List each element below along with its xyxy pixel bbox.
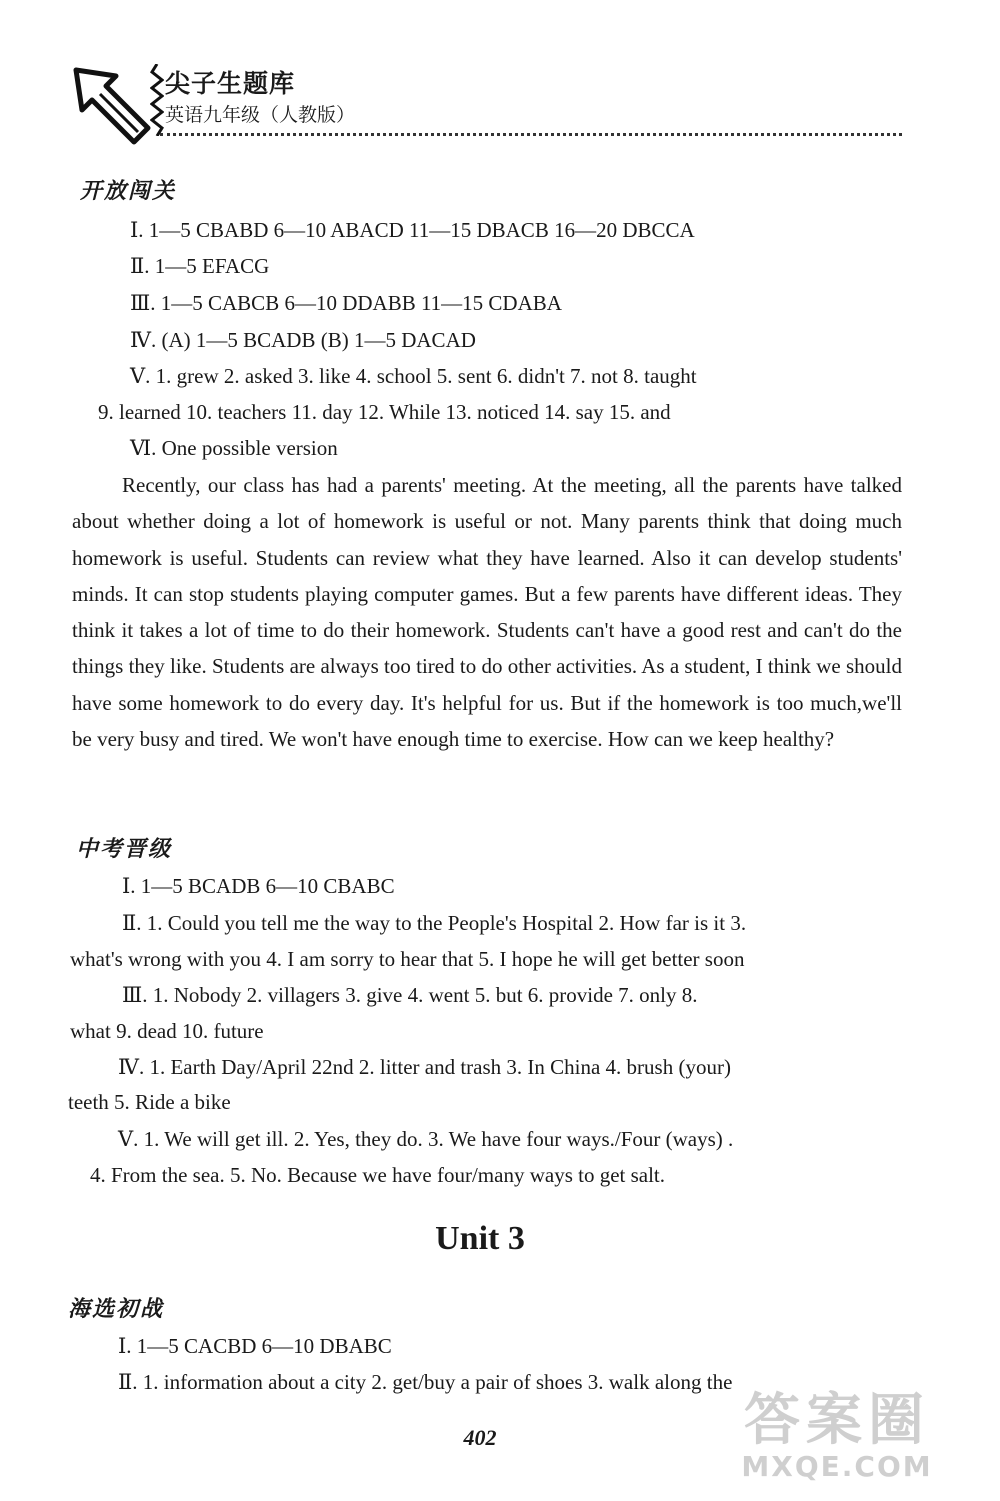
answer-line: teeth 5. Ride a bike [68, 1090, 231, 1114]
book-subtitle: 英语九年级（人教版） [165, 104, 356, 126]
answer-line: Ⅰ. 1—5 BCADB 6—10 CBABC [122, 874, 395, 898]
book-title: 尖子生题库 [165, 69, 296, 98]
section-title-exam-level: 中考晋级 [76, 837, 173, 862]
answer-line: Ⅳ. (A) 1—5 BCADB (B) 1—5 DACAD [130, 328, 476, 352]
answer-line: Ⅲ. 1—5 CABCB 6—10 DDABB 11—15 CDABA [130, 291, 562, 315]
answer-line: 4. From the sea. 5. No. Because we have four/many ways to get salt. [90, 1163, 666, 1187]
watermark-cn: 答案圈 [744, 1388, 930, 1453]
answer-line: Ⅴ. 1. We will get ill. 2. Yes, they do. 3. We have four ways./Four (ways) . [118, 1127, 734, 1151]
header-divider [160, 133, 902, 136]
answer-line: Ⅱ. 1. information about a city 2. get/buy a pair of shoes 3. walk along the [118, 1370, 733, 1394]
decorative-zigzag [150, 64, 164, 136]
page-number: 402 [463, 1425, 497, 1450]
answer-line: Ⅲ. 1. Nobody 2. villagers 3. give 4. went 5. but 6. provide 7. only 8. [122, 983, 698, 1007]
answer-line: Ⅳ. 1. Earth Day/April 22nd 2. litter and trash 3. In China 4. brush (your) [118, 1055, 731, 1079]
answer-line: Ⅴ. 1. grew 2. asked 3. like 4. school 5. sent 6. didn't 7. not 8. taught [130, 364, 697, 388]
watermark-en: MXQE.COM [741, 1450, 933, 1483]
answer-line: Ⅱ. 1. Could you tell me the way to the People's Hospital 2. How far is it 3. [122, 911, 747, 935]
answer-line: 9. learned 10. teachers 11. day 12. While 13. noticed 14. say 15. and [98, 400, 671, 424]
unit-heading: Unit 3 [435, 1220, 525, 1257]
answer-line: Ⅱ. 1—5 EFACG [130, 254, 270, 278]
section-title-open-challenge: 开放闯关 [80, 179, 177, 204]
answer-line: what's wrong with you 4. I am sorry to hear that 5. I hope he will get better soon [70, 947, 745, 971]
answer-line: Ⅰ. 1—5 CACBD 6—10 DBABC [118, 1334, 392, 1358]
answer-line: what 9. dead 10. future [70, 1019, 264, 1043]
section-title-first-round: 海选初战 [68, 1297, 165, 1322]
answer-line: Ⅵ. One possible version [130, 436, 338, 460]
arrow-logo-icon [72, 66, 152, 148]
answer-line: Ⅰ. 1—5 CBABD 6—10 ABACD 11—15 DBACB 16—20 DBCCA [130, 218, 695, 242]
watermark [702, 1376, 972, 1483]
essay-paragraph: Recently, our class has had a parents' meeting. At the meeting, all the parents have talked about whether doing a lot of homework is useful or not. Many parents think that doing much homework is useful. Students can review what they have learned. Also it can develop students' minds. It can stop students playing computer games. But a few parents have different ideas. They think it takes a lot of time to do their homework. Students can't have a good rest and can't do the things they like. Students are always too tired to do other activities. As a student, I think we should have some homework to do every day. It's helpful for us. But if the homework is too much,we'll be very busy and tired. We won't have enough time to exercise. How can we keep healthy? [72, 473, 902, 752]
